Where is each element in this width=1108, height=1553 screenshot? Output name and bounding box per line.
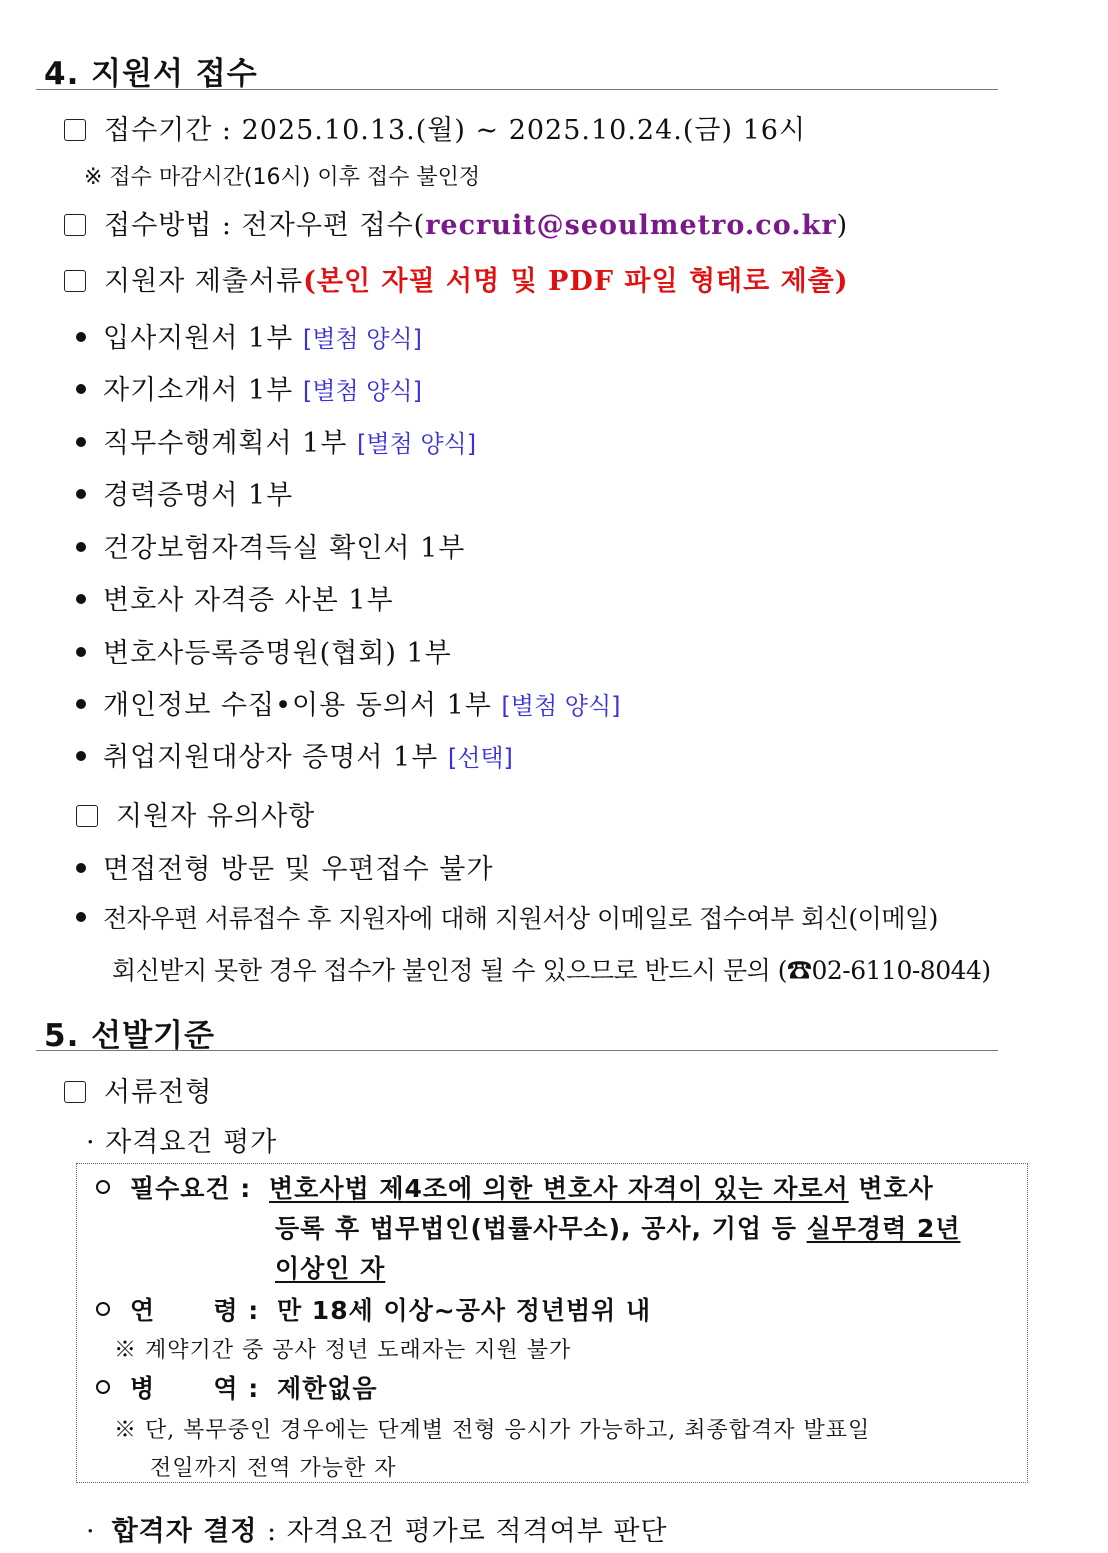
req-underlined-1: 변호사법 제4조에 의한 변호사 자격이 있는 자로서	[269, 1174, 849, 1203]
section-5-heading: 5. 선발기준	[44, 1018, 215, 1054]
checkbox-icon	[64, 1081, 86, 1103]
military-requirement: 병 역 : 제한없음	[96, 1369, 378, 1405]
bullet-icon	[76, 594, 86, 604]
bullet-icon	[76, 332, 86, 342]
doc-item: 직무수행계획서 1부 [별첨 양식]	[76, 421, 476, 460]
bullet-icon	[76, 699, 86, 709]
docs-label: 지원자 제출서류	[104, 266, 304, 297]
doc-item: 입사지원서 1부 [별첨 양식]	[76, 316, 422, 355]
required-qualification: 필수요건 : 변호사법 제4조에 의한 변호사 자격이 있는 자로서 변호사	[96, 1169, 934, 1205]
decision-label: 합격자 결정	[111, 1516, 258, 1547]
caution-item: 면접전형 방문 및 우편접수 불가	[76, 847, 493, 886]
doc-item: 변호사 자격증 사본 1부	[76, 578, 394, 617]
doc-item: 개인정보 수집•이용 동의서 1부 [별첨 양식]	[76, 683, 621, 722]
circle-bullet-icon	[96, 1180, 110, 1194]
bullet-icon	[76, 863, 86, 873]
doc-item: 건강보험자격득실 확인서 1부	[76, 526, 465, 565]
docs-note: (본인 자필 서명 및 PDF 파일 형태로 제출)	[303, 266, 849, 297]
doc-item: 경력증명서 1부	[76, 473, 293, 512]
period-note: ※ 접수 마감시간(16시) 이후 접수 불인정	[84, 165, 481, 190]
section-5-divider	[36, 1050, 998, 1051]
circle-bullet-icon	[96, 1380, 110, 1394]
required-qualification-line3: 이상인 자	[275, 1254, 386, 1283]
checkbox-icon	[64, 214, 86, 236]
bullet-icon	[76, 384, 86, 394]
bullet-icon	[76, 542, 86, 552]
cautions-item	[76, 794, 315, 833]
docs-item	[64, 259, 849, 298]
checkbox-icon	[64, 119, 86, 141]
section-4-divider	[36, 89, 998, 90]
military-note-continuation: 전일까지 전역 가능한 자	[150, 1456, 397, 1481]
military-note: ※ 단, 복무중인 경우에는 단계별 전형 응시가 가능하고, 최종합격자 발표일	[114, 1418, 871, 1443]
method-item	[64, 203, 848, 242]
section-4-heading: 4. 지원서 접수	[44, 56, 258, 92]
middle-dot-icon: ·	[86, 1516, 96, 1547]
decision-item	[86, 1509, 667, 1548]
caution-continuation: 회신받지 못한 경우 접수가 불인정 될 수 있으므로 반드시 문의 (☎02-6110-8044)	[112, 956, 991, 985]
method-close: )	[836, 210, 849, 241]
doc-item: 자기소개서 1부 [별첨 양식]	[76, 368, 422, 407]
bullet-icon	[76, 751, 86, 761]
checkbox-icon	[64, 270, 86, 292]
bullet-icon	[76, 489, 86, 499]
bullet-icon	[76, 647, 86, 657]
method-email: recruit@seoulmetro.co.kr	[425, 210, 837, 241]
age-requirement: 연 령 : 만 18세 이상~공사 정년범위 내	[96, 1291, 651, 1327]
doc-item: 취업지원대상자 증명서 1부 [선택]	[76, 735, 513, 774]
caution-item: 전자우편 서류접수 후 지원자에 대해 지원서상 이메일로 접수여부 회신(이메일)	[76, 899, 938, 935]
screening-item	[64, 1070, 212, 1109]
doc-item: 변호사등록증명원(협회) 1부	[76, 631, 452, 670]
checkbox-icon	[76, 805, 98, 827]
period-text: 접수기간 : 2025.10.13.(월) ~ 2025.10.24.(금) 16시	[104, 115, 807, 146]
circle-bullet-icon	[96, 1302, 110, 1316]
bullet-icon	[76, 437, 86, 447]
screening-label: 서류전형	[104, 1077, 213, 1108]
required-qualification-line2: 등록 후 법무법인(법률사무소), 공사, 기업 등 실무경력 2년	[275, 1214, 961, 1243]
method-label: 접수방법 : 전자우편 접수(	[104, 210, 426, 241]
bullet-icon	[76, 912, 86, 922]
eval-label: · 자격요건 평가	[86, 1127, 278, 1158]
decision-value: : 자격요건 평가로 적격여부 판단	[257, 1516, 668, 1547]
period-item	[64, 108, 806, 147]
cautions-label: 지원자 유의사항	[116, 801, 316, 832]
age-note: ※ 계약기간 중 공사 정년 도래자는 지원 불가	[114, 1338, 572, 1363]
